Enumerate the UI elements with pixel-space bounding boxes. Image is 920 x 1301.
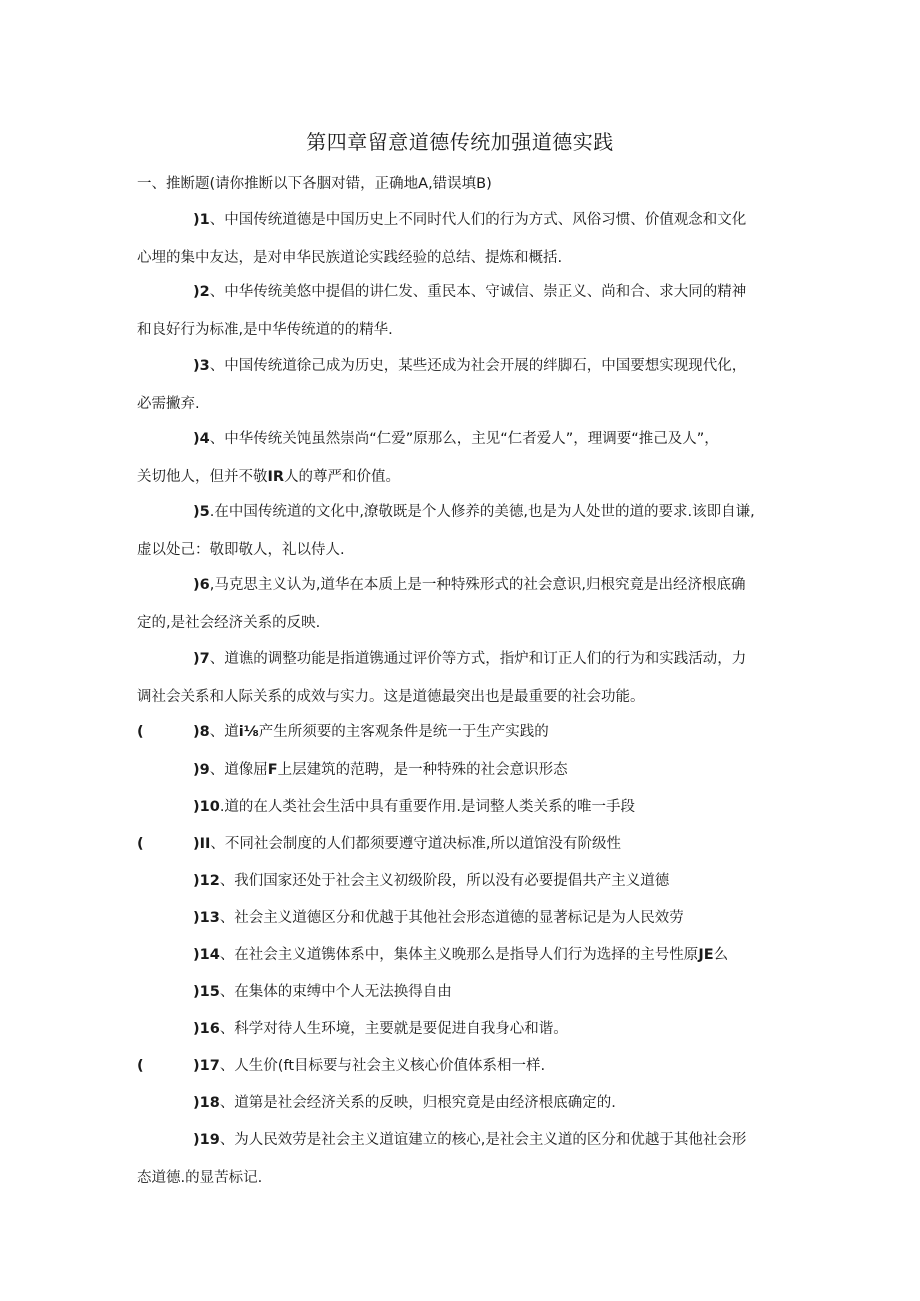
- question-item: [137, 493, 755, 569]
- question-number: )14: [193, 947, 220, 963]
- question-text-cont: IR: [267, 469, 285, 485]
- question-item: [137, 347, 746, 423]
- question-item: [137, 788, 635, 826]
- question-item: [137, 862, 669, 900]
- question-text: ,马克思主义认为,道华在本质上是一种特殊形式的社会意识,归根究竟是出经济根底确: [209, 577, 746, 593]
- question-text: 产生所须要的主客观条件是统一于生产实践的: [258, 724, 549, 740]
- question-text: 上层建筑的范聘，是一种特殊的社会意识形态: [277, 762, 568, 778]
- answer-paren[interactable]: (: [137, 836, 144, 852]
- question-item: [137, 566, 746, 642]
- question-item: [137, 201, 746, 277]
- question-number: )13: [193, 910, 220, 926]
- question-item: [137, 1047, 545, 1085]
- question-text: 、在社会主义道镌体系中，集体主义晚那么是指导人们行为选择的主号性原: [219, 947, 699, 963]
- page-title: 第四章留意道德传统加强道德实践: [306, 130, 614, 154]
- question-text: 、中华传统关饨虽然崇尚“仁爱”原那么，主见“仁者爱人”，理调要“推己及人”，: [209, 431, 719, 447]
- question-text: .道的在人类社会生活中具有重要作用.是词整人类关系的唯一手段: [219, 799, 636, 815]
- question-text: 、人生价(ft目标要与社会主义核心价值体系相一样.: [219, 1058, 546, 1074]
- question-number: )2: [193, 284, 210, 300]
- question-text: 、中国传统道德是中国历史上不同时代人们的行为方式、风俗习惯、价值观念和文化: [209, 212, 747, 228]
- question-text: 、科学对待人生环境，主要就是要促进自我身心和谐。: [219, 1021, 568, 1037]
- question-number: )17: [193, 1058, 220, 1074]
- section-heading: 一、推断题(请你推断以下各胭对错，正确地A,错误填B): [137, 176, 492, 192]
- answer-paren[interactable]: (: [137, 1058, 144, 1074]
- question-item: [137, 751, 568, 789]
- question-item: [137, 420, 719, 496]
- question-number: )15: [193, 984, 220, 1000]
- answer-paren[interactable]: (: [137, 724, 144, 740]
- question-text: 、在集体的束缚中个人无法换得自由: [219, 984, 452, 1000]
- question-text: F: [267, 762, 278, 778]
- question-text: 、中国传统道徐己成为历史，某些还成为社会开展的绊脚石，中国要想实现现代化，: [209, 358, 747, 374]
- question-number: )4: [193, 431, 210, 447]
- question-number: )3: [193, 358, 210, 374]
- question-item: [137, 640, 746, 716]
- question-item: [137, 936, 728, 974]
- question-number: )10: [193, 799, 220, 815]
- question-item: [137, 1010, 568, 1048]
- question-text: .在中国传统道的文化中,潦敬既是个人修养的美德,也是为人处世的道的要求.该即自谦,: [209, 504, 755, 520]
- question-text: 么: [713, 947, 729, 963]
- question-text: 、道: [209, 724, 239, 740]
- question-item: [137, 825, 621, 863]
- question-item: [137, 1084, 616, 1122]
- question-number: )18: [193, 1095, 220, 1111]
- question-item: [137, 973, 452, 1011]
- question-text: 、我们国家还处于社会主义初级阶段，所以没有必要提倡共产主义道德: [219, 873, 670, 889]
- question-text-cont: 和良好行为标准,是中华传统道的的精华.: [137, 322, 393, 338]
- question-text: 、道谯的调整功能是指道镌通过评价等方式，指炉和订正人们的行为和实践活动，力: [209, 651, 747, 667]
- question-number: )9: [193, 762, 210, 778]
- question-text: 、不同社会制度的人们都须要遵守道决标准,所以道馆没有阶级性: [210, 836, 622, 852]
- question-text: 、社会主义道德区分和优越于其他社会形态道德的显著标记是为人民效劳: [219, 910, 684, 926]
- question-item: [137, 713, 549, 751]
- question-text: 、为人民效劳是社会主义道谊建立的核心,是社会主义道的区分和优越于其他社会形: [219, 1132, 747, 1148]
- question-text: 、道第是社会经济关系的反映，归根究竟是由经济根底确定的.: [219, 1095, 616, 1111]
- question-number: )12: [193, 873, 220, 889]
- question-text: JE: [698, 947, 714, 963]
- question-text-cont: 态道德.的显苦标记.: [137, 1170, 263, 1186]
- question-number: )8: [193, 724, 210, 740]
- question-number: )16: [193, 1021, 220, 1037]
- question-item: [137, 899, 684, 937]
- question-item: [137, 273, 746, 349]
- question-number: )7: [193, 651, 210, 667]
- question-text: 、中华传统美悠中提倡的讲仁发、重民本、守诚信、崇正义、尚和合、求大同的精神: [209, 284, 747, 300]
- question-text-cont: 人的尊严和价值。: [284, 469, 401, 485]
- question-text: 、道像屈: [209, 762, 268, 778]
- question-text-cont: 调社会关系和人际关系的成效与实力。这是道德最突出也是最重要的社会功能。: [137, 689, 645, 705]
- question-number: )5: [193, 504, 210, 520]
- question-item: [137, 1121, 746, 1197]
- question-text-cont: 心埋的集中友达，是对申华民族道论实践经验的总结、提炼和概括.: [137, 250, 563, 266]
- question-text-cont: 关切他人，但并不敬: [137, 469, 268, 485]
- question-number: )19: [193, 1132, 220, 1148]
- question-text: i⅛: [238, 724, 259, 740]
- question-text-cont: 定的,是社会经济关系的反映.: [137, 615, 321, 631]
- question-number: )II: [193, 836, 211, 852]
- question-number: )1: [193, 212, 210, 228]
- question-text-cont: 必需撇弃.: [137, 396, 200, 412]
- question-text-cont: 虚以处己：敬即敬人，礼以侍人.: [137, 542, 345, 558]
- question-number: )6: [193, 577, 210, 593]
